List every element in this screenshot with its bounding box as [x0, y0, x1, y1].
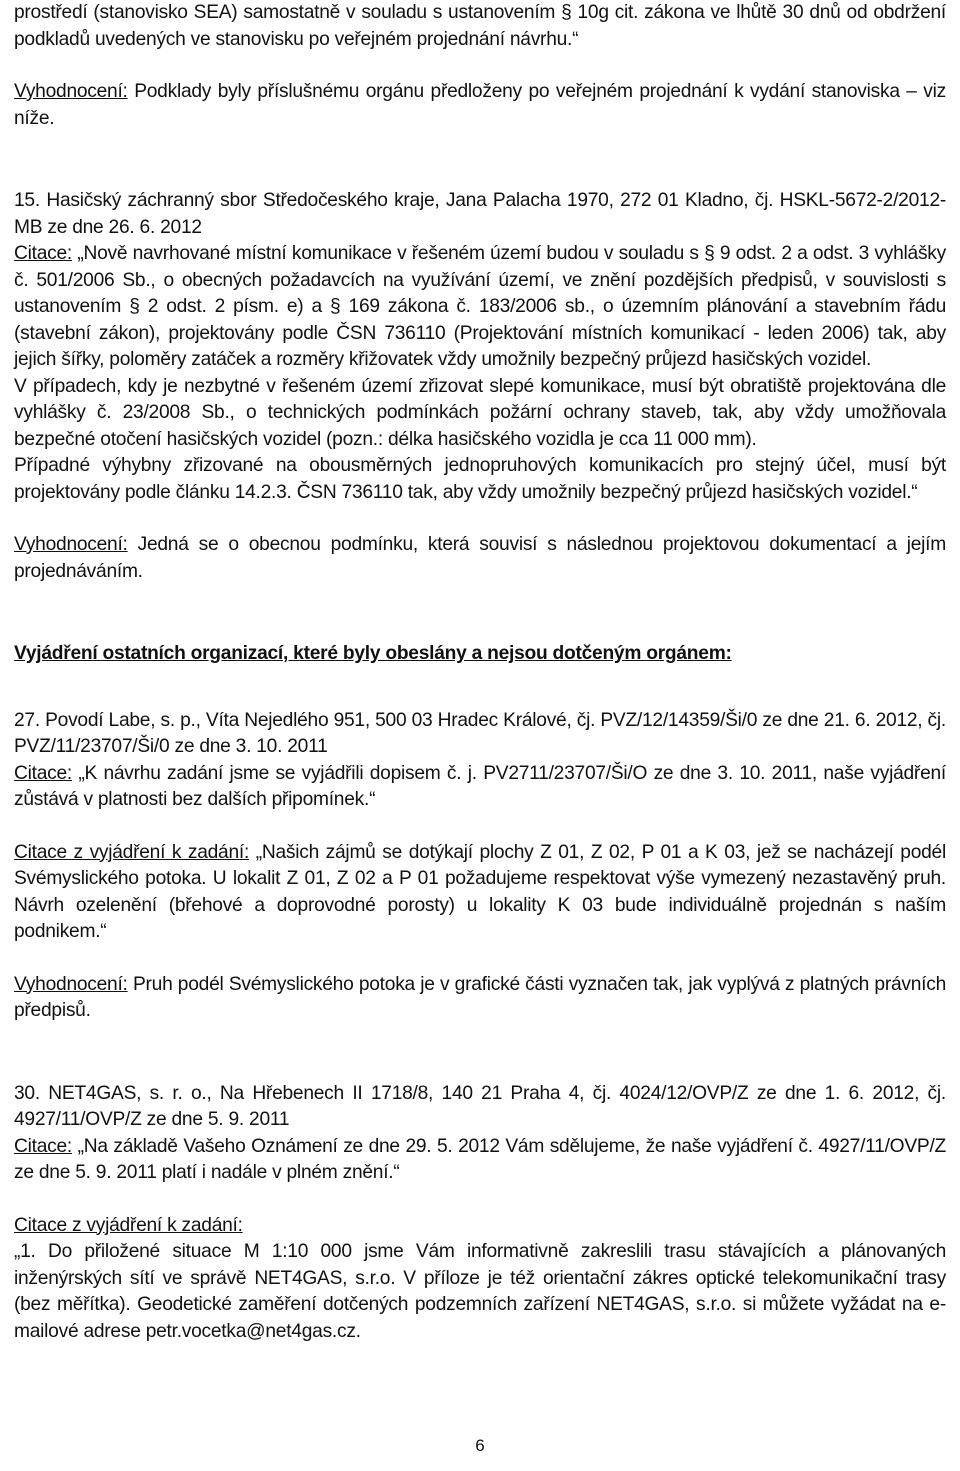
citation-assignment-label: Citace z vyjádření k zadání: — [14, 841, 250, 863]
paragraph-item-27-header: 27. Povodí Labe, s. p., Víta Nejedlého 951, 500 03 Hradec Králové, čj. PVZ/12/14359/Ši/0 ze dne 21. 6. 2012, čj. PVZ/11/23707/Ši/0 ze dne 3. 10. 2011 — [14, 709, 946, 757]
citation-assignment-label: Citace z vyjádření k zadání: — [14, 1214, 243, 1236]
evaluation-text: Jedná se o obecnou podmínku, která souvisí s následnou projektovou dokumentací a jejím projednáváním. — [14, 534, 946, 582]
paragraph-evaluation-2 — [14, 532, 946, 585]
paragraph-citation-27 — [14, 761, 946, 814]
section-heading-other-organizations: Vyjádření ostatních organizací, které byly obeslány a nejsou dotčeným orgánem: — [14, 643, 732, 664]
paragraph-dead-end-roads: V případech, kdy je nezbytné v řešeném území zřizovat slepé komunikace, musí být obratiště projektována dle vyhlášky č. 23/2008 Sb., o technických podmínkách požární ochrany staveb, tak, aby vždy umožňovala bezpečné otočení hasičských vozidel (pozn.: délka hasičského vozidla je cca 11 000 mm). — [14, 375, 946, 450]
document-page — [14, 0, 946, 1345]
paragraph-citation-15 — [14, 241, 946, 374]
citation-label: Citace: — [14, 1135, 72, 1157]
paragraph-net4gas-item-1: „1. Do přiložené situace M 1:10 000 jsme Vám informativně zakreslili trasu stávajících a plánovaných inženýrských sítí ve správě NET4GAS, s.r.o. V příloze je též orientační zákres optické telekomunikační trasy (bez měřítka). Geodetické zaměření dotčených podzemních zařízení NET4GAS, s.r.o. si můžete vyžádat na e-mailové adrese petr.vocetka@net4gas.cz. — [14, 1241, 946, 1342]
evaluation-label: Vyhodnocení: — [14, 534, 128, 555]
paragraph-sea-statement: prostředí (stanovisko SEA) samostatně v souladu s ustanovením § 10g cit. zákona ve lhůtě 30 dnů od obdržení podkladů uvedených ve stanovisku po veřejném projednání návrhu.“ — [14, 2, 946, 50]
evaluation-label: Vyhodnocení: — [14, 973, 128, 995]
page-number: 6 — [475, 1436, 485, 1455]
citation-assignment-text: „Našich zájmů se dotýkají plochy Z 01, Z 02, P 01 a K 03, jež se nacházejí podél Svémyslického potoka. U lokalit Z 01, Z 02 a P 01 požadujeme respektovat výše vymezený nezastavěný pruh. Návrh ozelenění (břehové a doprovodné porosty) u lokality K 03 bude individuálně projednán s naším podnikem.“ — [14, 841, 946, 942]
evaluation-text: Podklady byly příslušnému orgánu předloženy po veřejném projednání k vydání stanoviska – viz níže. — [14, 81, 946, 129]
paragraph-citation-assignment-30-label — [14, 1213, 946, 1240]
paragraph-evaluation-3 — [14, 972, 946, 1025]
paragraph-evaluation-1 — [14, 79, 946, 132]
citation-text: „K návrhu zadání jsme se vyjádřili dopisem č. j. PV2711/23707/Ši/O ze dne 3. 10. 2011, naše vyjádření zůstává v platnosti bez dalších připomínek.“ — [14, 762, 946, 810]
paragraph-citation-30 — [14, 1134, 946, 1187]
citation-label: Citace: — [14, 762, 72, 784]
paragraph-item-30-header: 30. NET4GAS, s. r. o., Na Hřebenech II 1718/8, 140 21 Praha 4, čj. 4024/12/OVP/Z ze dne 1. 6. 2012, čj. 4927/11/OVP/Z ze dne 5. 9. 2011 — [14, 1082, 946, 1130]
evaluation-text: Pruh podél Svémyslického potoka je v grafické části vyznačen tak, jak vyplývá z platných právních předpisů. — [14, 973, 946, 1021]
paragraph-item-15-header: 15. Hasičský záchranný sbor Středočeského kraje, Jana Palacha 1970, 272 01 Kladno, čj. HSKL-5672-2/2012-MB ze dne 26. 6. 2012 — [14, 190, 946, 238]
citation-text: „Na základě Vašeho Oznámení ze dne 29. 5. 2012 Vám sdělujeme, že naše vyjádření č. 4927/11/OVP/Z ze dne 5. 9. 2011 platí i nadále v plném znění.“ — [14, 1135, 946, 1183]
evaluation-label: Vyhodnocení: — [14, 81, 128, 102]
citation-label: Citace: — [14, 243, 72, 264]
paragraph-citation-assignment-27 — [14, 840, 946, 946]
citation-text: „Nově navrhované místní komunikace v řešeném území budou v souladu s § 9 odst. 2 a odst. 3 vyhlášky č. 501/2006 Sb., o obecných požadavcích na využívání území, ve znění pozdějších předpisů, v souvislosti s ustanovením § 2 odst. 2 písm. e) a § 169 zákona č. 183/2006 sb., o územním plánování a stavebním řádu (stavební zákon), projektovány podle ČSN 736110 (Projektování místních komunikací - leden 2006) tak, aby jejich šířky, poloměry zatáček a rozměry křižovatek vždy umožnily bezpečný průjezd hasičských vozidel. — [14, 243, 946, 370]
paragraph-passing-bays: Případné výhybny zřizované na obousměrných jednopruhových komunikacích pro stejný účel, musí být projektovány podle článku 14.2.3. ČSN 736110 tak, aby vždy umožnily bezpečný průjezd hasičských vozidel.“ — [14, 455, 946, 503]
